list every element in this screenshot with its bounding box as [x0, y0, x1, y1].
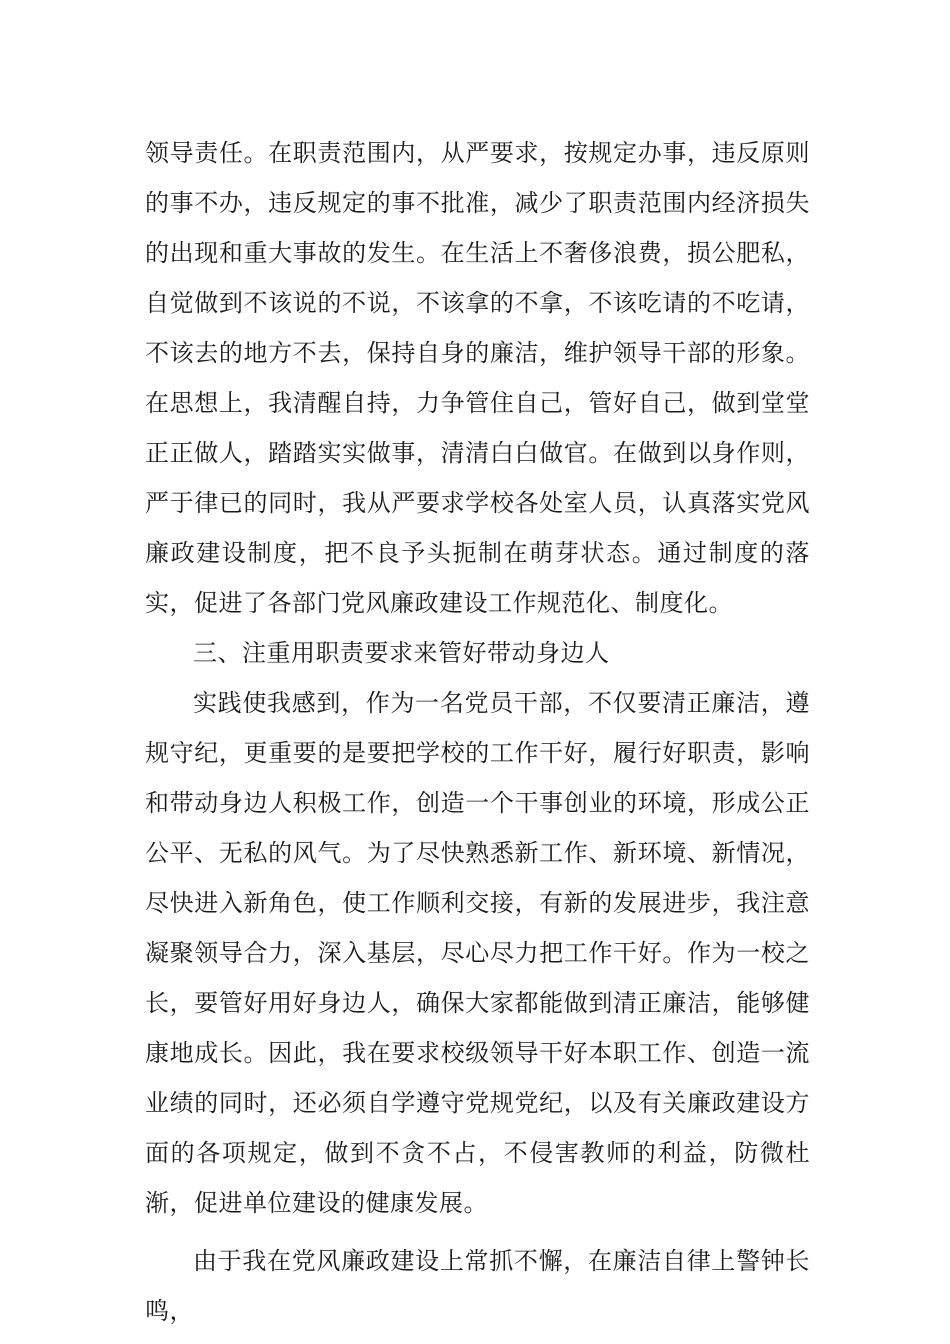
- paragraph-practice: 实践使我感到，作为一名党员干部，不仅要清正廉洁，遵规守纪，更重要的是要把学校的工作干好，履行好职责，影响和带动身边人积极工作，创造一个干事创业的环境，形成公正公平、无私的风气。为了尽快熟悉新工作、新环境、新情况，尽快进入新角色，使工作顺利交接，有新的发展进步，我注意凝聚领导合力，深入基层，尽心尽力把工作干好。作为一校之长，要管好用好身边人，确保大家都能做到清正廉洁，能够健康地成长。因此，我在要求校级领导干好本职工作、创造一流业绩的同时，还必须自学遵守党规党纪，以及有关廉政建设方面的各项规定，做到不贪不占，不侵害教师的利益，防微杜渐，促进单位建设的健康发展。: [145, 689, 810, 1217]
- paragraph-continuation: 领导责任。在职责范围内，从严要求，按规定办事，违反原则的事不办，违反规定的事不批准，减少了职责范围内经济损失的出现和重大事故的发生。在生活上不奢侈浪费，损公肥私，自觉做到不该说的不说，不该拿的不拿，不该吃请的不吃请，不该去的地方不去，保持自身的廉洁，维护领导干部的形象。在思想上，我清醒自持，力争管住自己，管好自己，做到堂堂正正做人，踏踏实实做事，清清白白做官。在做到以身作则，严于律已的同时，我从严要求学校各处室人员，认真落实党风廉政建设制度，把不良予头扼制在萌芽状态。通过制度的落实，促进了各部门党风廉政建设工作规范化、制度化。: [145, 139, 810, 617]
- paragraph-closing: 由于我在党风廉政建设上常抓不懈，在廉洁自律上警钟长鸣，: [145, 1247, 810, 1325]
- document-body: [145, 128, 810, 1336]
- section-heading: 三、注重用职责要求来管好带动身边人: [193, 639, 610, 667]
